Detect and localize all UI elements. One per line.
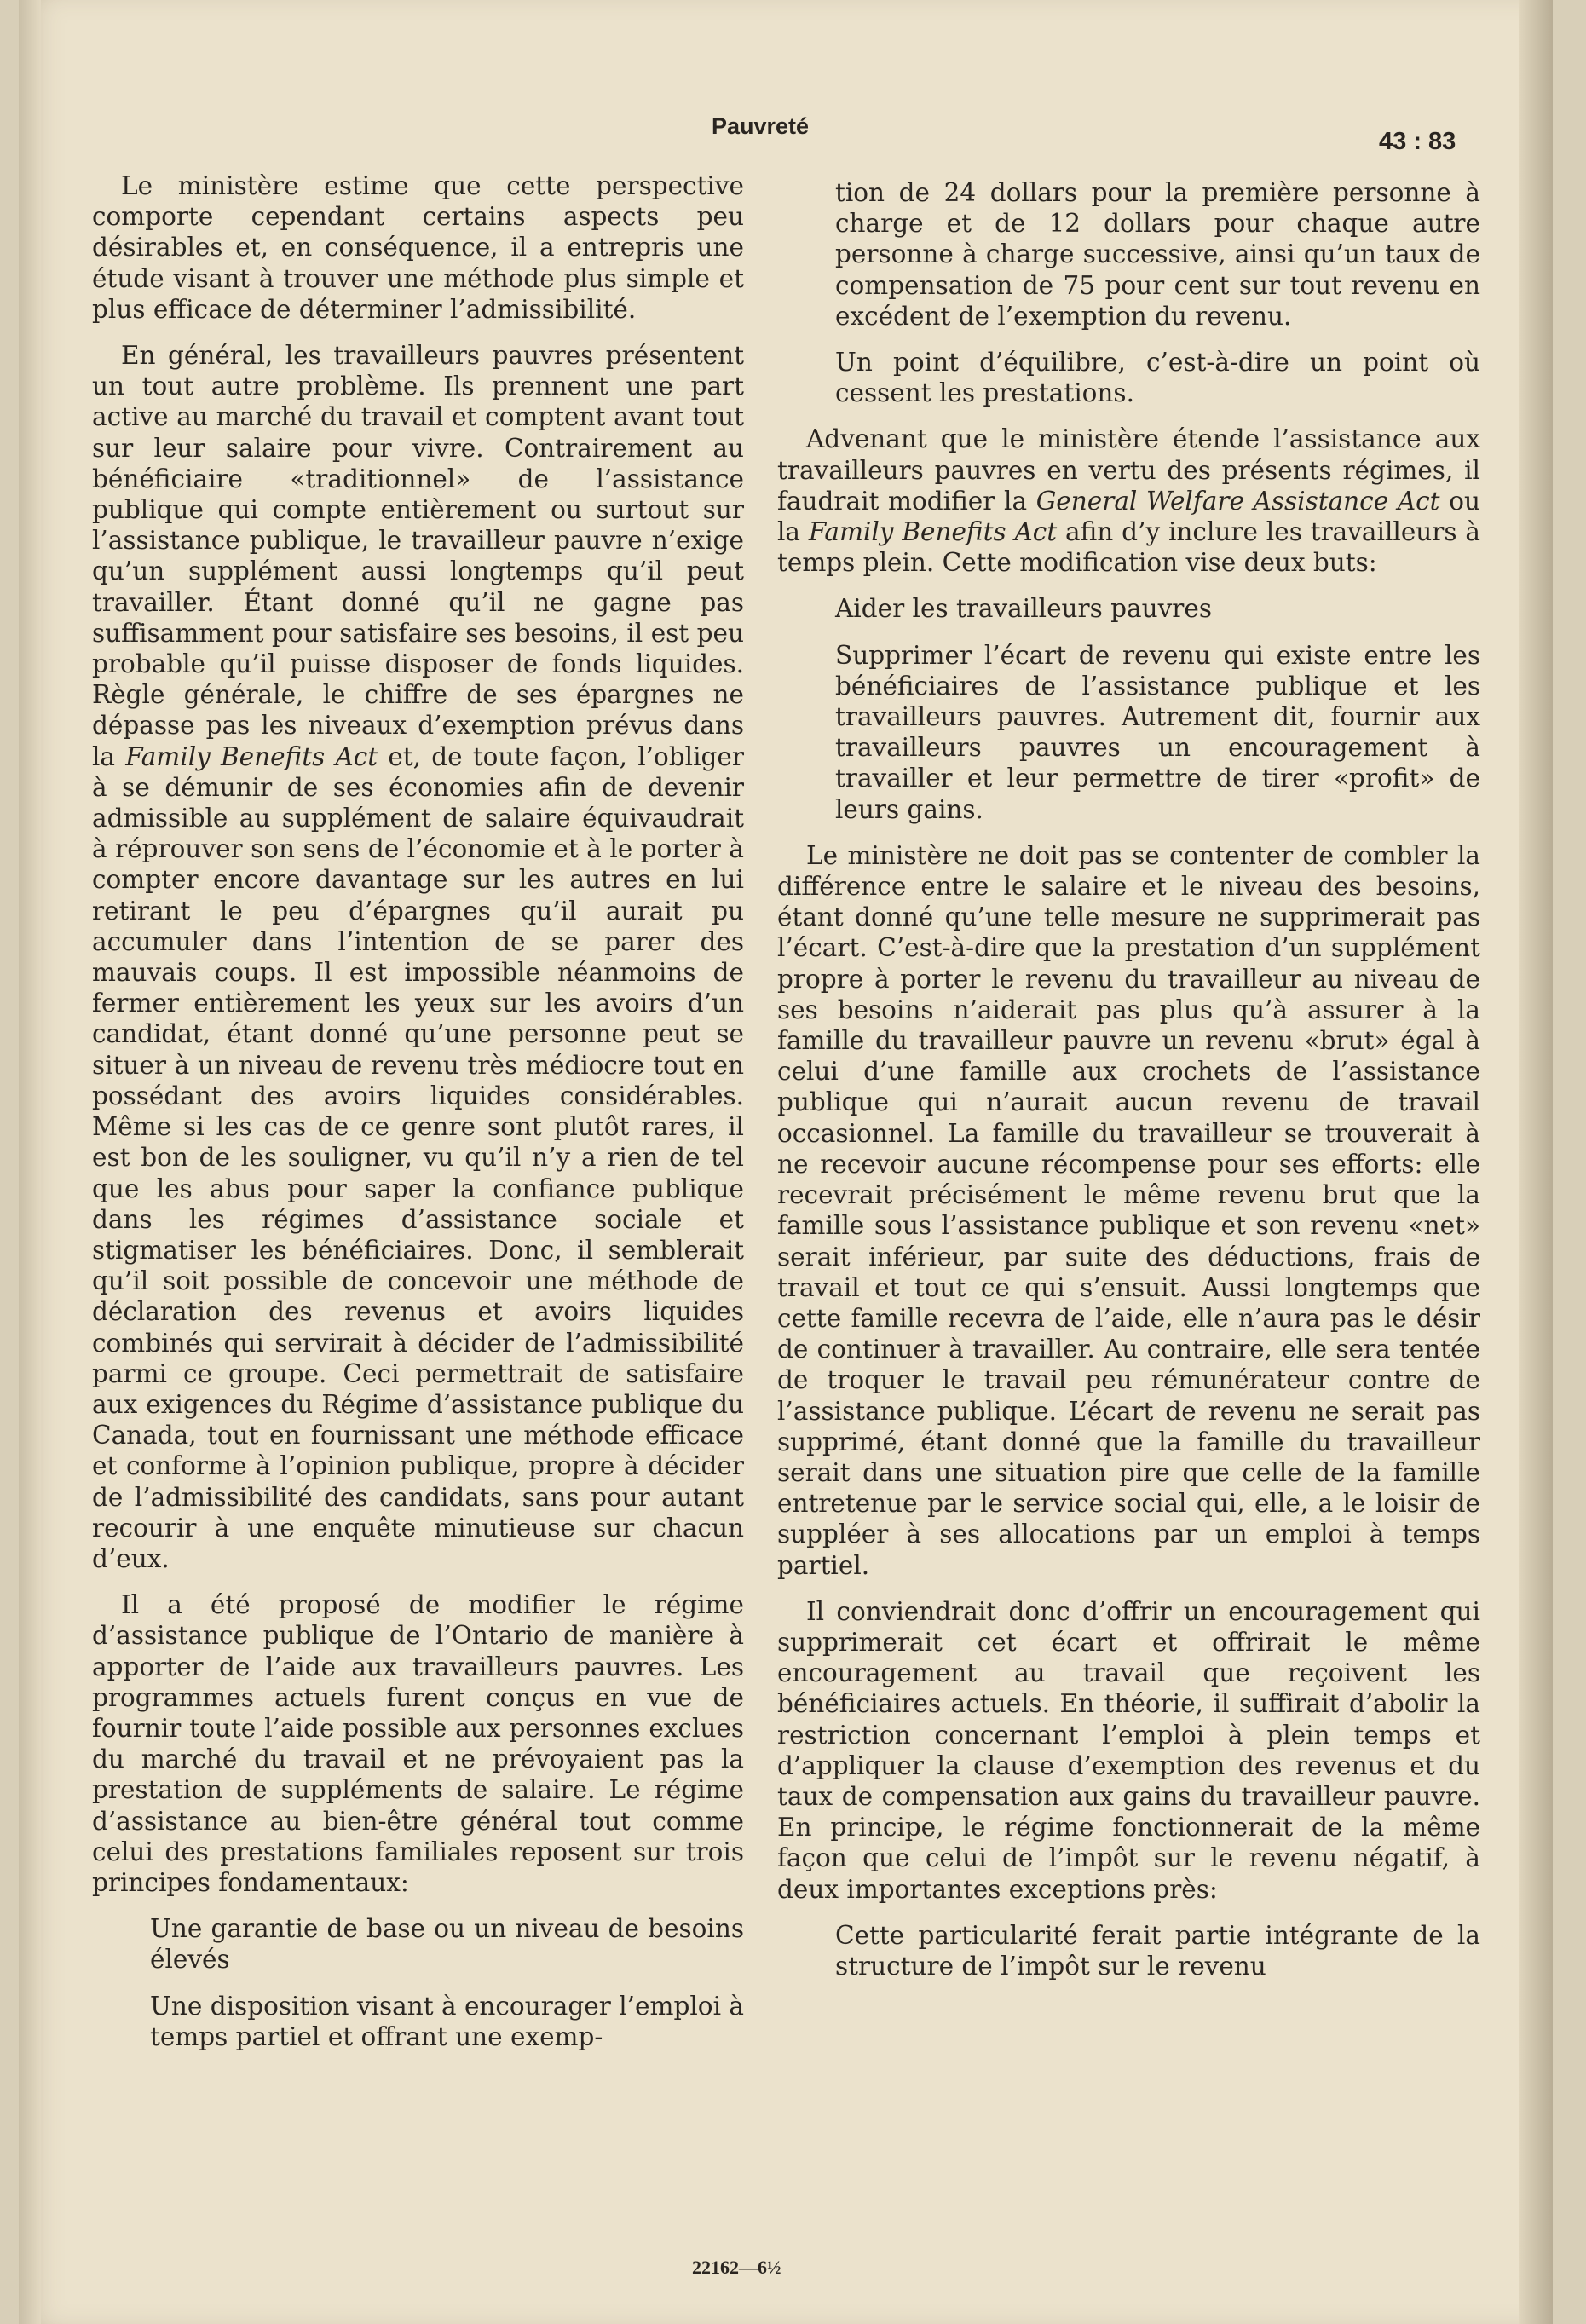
page-number: 43 : 83 <box>1379 128 1456 155</box>
page-binding-edge <box>19 0 41 2324</box>
act-title: General Welfare Assistance Act <box>1035 486 1440 516</box>
page-right-edge <box>1519 0 1553 2324</box>
act-title: Family Benefits Act <box>808 517 1058 547</box>
list-item: Une disposition visant à encourager l’emploi à temps partiel et offrant une exemp- <box>150 1991 744 2051</box>
list-item: Supprimer l’écart de revenu qui existe entre les bénéficiaires de l’assistance publique et les travailleurs pauvres. Autrement dit, fournir aux travailleurs pauvres un encouragement à travailler et leur permettre de tirer «profit» de leurs gains. <box>835 640 1480 824</box>
paragraph: Le ministère ne doit pas se contenter de combler la différence entre le salaire et le niveau des besoins, étant donné qu’une telle mesure ne supprimerait pas l’écart. C’est-à-dire que la prestation d’un supplément propre à porter le revenu du travailleur au niveau de ses besoins n’aiderait pas plus qu’à assurer à la famille du travailleur pauvre un revenu «brut» égal à celui d’une famille aux crochets de l’assistance publique qui n’aurait aucun revenu de travail occasionnel. La famille du travailleur se trouverait à ne recevoir aucune récompense pour ses efforts: elle recevrait précisément le même revenu brut que la famille sous l’assistance publique et son revenu «net» serait inférieur, par suite des déductions, frais de travail et tout ce qui s’ensuit. Aussi longtemps que cette famille recevra de l’aide, elle n’aura pas le désir de continuer à travailler. Au contraire, elle sera tentée de troquer le travail peu rémunérateur contre de l’assistance publique. L’écart de revenu ne serait pas supprimé, étant donné que la famille du travailleur serait dans une situation pire que celle de la famille entretenue par le service social qui, elle, a le loisir de suppléer à ses allocations par un emploi à temps partiel. <box>777 840 1480 1580</box>
list-item: Aider les travailleurs pauvres <box>835 594 1212 624</box>
paragraph: Il a été proposé de modifier le régime d’assistance publique de l’Ontario de manière à apporter de l’aide aux travailleurs pauvres. Les programmes actuels furent conçus en vue de fournir toute l’aide possible aux personnes exclues du marché du travail et ne prévoyaient pas la prestation de suppléments de salaire. Le régime d’assistance au bien-être général tout comme celui des prestations familiales reposent sur trois principes fondamentaux: <box>92 1590 744 1897</box>
paragraph: Il conviendrait donc d’offrir un encouragement qui supprimerait cet écart et offrirait le même encouragement au travail que reçoivent les bénéficiaires actuels. En théorie, il suffirait d’abolir la restriction concernant l’emploi à plein temps et d’appliquer la clause d’exemption des revenus et du taux de compensation aux gains du travailleur pauvre. En principe, le régime fonctionnerait de la même façon que celui de l’impôt sur le revenu négatif, à deux importantes exceptions près: <box>777 1596 1480 1904</box>
left-column <box>92 170 744 2067</box>
act-title: Family Benefits Act <box>125 741 378 771</box>
list-item: Une garantie de base ou un niveau de besoins élevés <box>150 1914 744 1975</box>
paragraph: Le ministère estime que cette perspective comporte cependant certains aspects peu désirables et, en conséquence, il a entrepris une étude visant à trouver une méthode plus simple et plus efficace de déterminer l’admissibilité. <box>92 171 744 324</box>
paragraph: Advenant que le ministère étende l’assistance aux travailleurs pauvres en vertu des présents régimes, il faudrait modifier la General Welfare Assistance Act ou la Family Benefits Act afin d’y inclure les travailleurs à temps plein. Cette modification vise deux buts: <box>777 424 1480 578</box>
running-header-title: Pauvreté <box>712 113 810 139</box>
footer-code: 22162—6½ <box>692 2257 781 2278</box>
paragraph: En général, les travailleurs pauvres présentent un tout autre problème. Ils prennent une part active au marché du travail et comptent avant tout sur leur salaire pour vivre. Contrairement au bénéficiaire «traditionnel» de l’assistance publique qui compte entièrement ou surtout sur l’assistance publique, le travailleur pauvre n’exige qu’un supplément aussi longtemps qu’il peut travailler. Étant donné qu’il ne gagne pas suffisamment pour satisfaire ses besoins, il est peu probable qu’il puisse disposer de fonds liquides. Règle générale, le chiffre de ses épargnes ne dépasse pas les niveaux d’exemption prévus dans la Family Benefits Act et, de toute façon, l’obliger à se démunir de ses économies afin de devenir admissible au supplément de salaire équivaudrait à réprouver son sens de l’économie et à le porter à compter encore davantage sur les autres en lui retirant le peu d’épargnes qu’il aurait pu accumuler dans l’intention de se parer des mauvais coups. Il est impossible néanmoins de fermer entièrement les yeux sur les avoirs d’un candidat, étant donné qu’une personne peut se situer à un niveau de revenu très médiocre tout en possédant des avoirs liquides considérables. Même si les cas de ce genre sont plutôt rares, il est bon de les souligner, vu qu’il n’y a rien de tel que les abus pour saper la confiance publique dans les régimes d’assistance sociale et stigmatiser les bénéficiaires. Donc, il semblerait qu’il soit possible de concevoir une méthode de déclaration des revenus et avoirs liquides combinés qui servirait à décider de l’admissibilité parmi ce groupe. Ceci permettrait de satisfaire aux exigences du Régime d’assistance publique du Canada, tout en fournissant une méthode efficace et conforme à l’opinion publique, propre à décider de l’admissibilité des candidats, sans pour autant recourir à une enquête minutieuse sur chacun d’eux. <box>92 341 744 1573</box>
list-item: Cette particularité ferait partie intégrante de la structure de l’impôt sur le revenu <box>835 1920 1480 1981</box>
list-item-continuation: tion de 24 dollars pour la première personne à charge et de 12 dollars pour chaque autre personne à charge successive, ainsi qu’un taux de compensation de 75 pour cent sur tout revenu en excédent de l’exemption du revenu. <box>835 178 1480 331</box>
list-item: Un point d’équilibre, c’est-à-dire un point où cessent les prestations. <box>835 348 1480 408</box>
right-column <box>777 177 1480 1997</box>
